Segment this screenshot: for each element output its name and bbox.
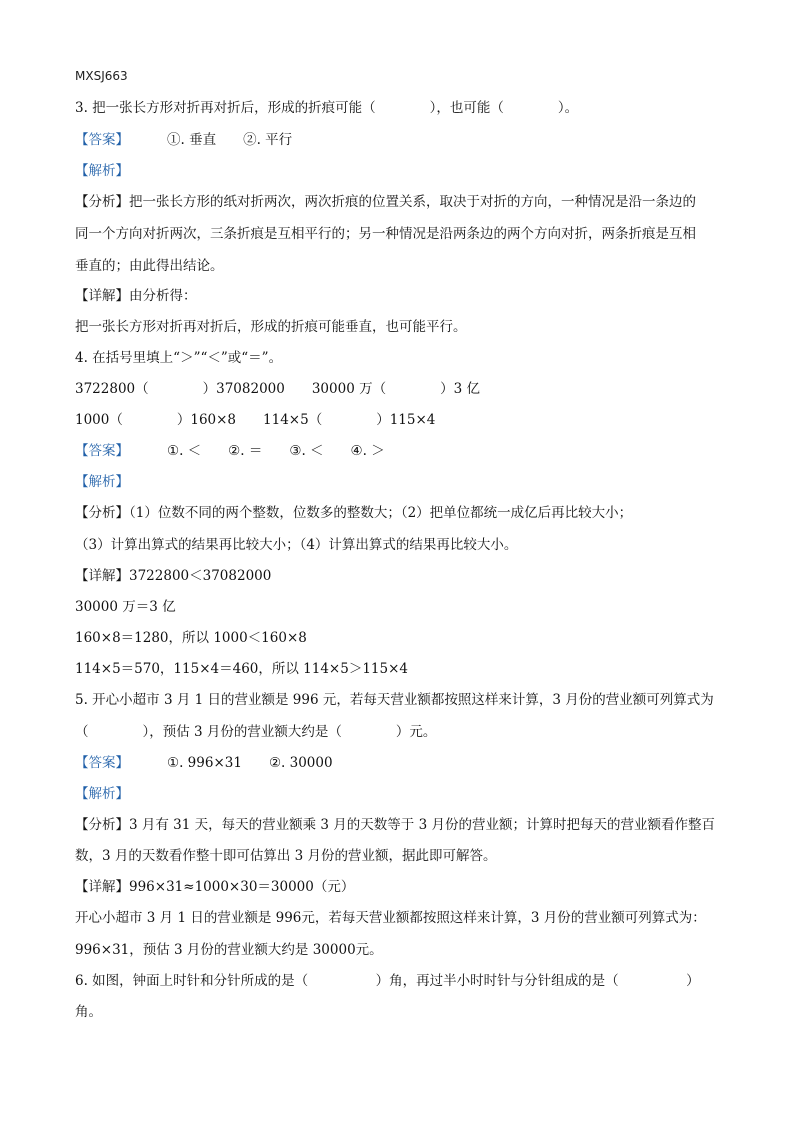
detail-tag: 【详解】 — [75, 879, 129, 895]
q3-answer-line — [75, 130, 735, 150]
q4-detail-2: 30000 万＝3 亿 — [75, 599, 176, 615]
q5-fenxi-2: 数，3 月的天数看作整十即可估算出 3 月份的营业额，据此即可解答。 — [75, 848, 497, 864]
q5-question-1: 5. 开心小超市 3 月 1 日的营业额是 996 元，若每天营业额都按照这样来计算，3 月份的营业额可列算式为 — [75, 692, 714, 708]
doc-code: MXSJ663 — [75, 69, 128, 83]
q4-fenxi-1: 【分析】（1）位数不同的两个整数，位数多的整数大；（2）把单位都统一成亿后再比较大小； — [75, 505, 633, 521]
q3-analysis-tag: 【解析】 — [75, 163, 129, 179]
q5-answer-line — [75, 753, 735, 773]
fenxi-tag: 【分析】 — [75, 194, 129, 210]
answer-tag: 【答案】 — [75, 755, 129, 771]
q3-fenxi-2: 同一个方向对折两次，三条折痕是互相平行的；另一种情况是沿两条边的两个方向对折，两条折痕是互相 — [75, 226, 696, 242]
q4-detail-4: 114×5＝570，115×4＝460，所以 114×5＞115×4 — [75, 661, 408, 677]
q4-answer-line — [75, 441, 735, 461]
q3-question: 3. 把一张长方形对折再对折后，形成的折痕可能（ ），也可能（ ）。 — [75, 100, 579, 116]
answer-tag: 【答案】 — [75, 132, 129, 148]
q4-row-2: 1000（ ）160×8 114×5（ ）115×4 — [75, 412, 436, 428]
fenxi-tag: 【分析】 — [75, 817, 129, 833]
q4-question: 4. 在括号里填上“＞”“＜”或“＝”。 — [75, 350, 283, 366]
q4-fenxi-2: （3）计算出算式的结果再比较大小；（4）计算出算式的结果再比较大小。 — [75, 537, 518, 553]
q5-detail-3: 996×31，预估 3 月份的营业额大约是 30000元。 — [75, 942, 383, 958]
q3-answer: ①. 垂直 ②. 平行 — [167, 132, 293, 148]
q4-answer: ①. ＜ ②. ＝ ③. ＜ ④. ＞ — [167, 443, 385, 459]
q5-question-2: （ ），预估 3 月份的营业额大约是（ ）元。 — [75, 724, 437, 740]
fenxi-tag: 【分析】 — [75, 505, 129, 521]
q6-question-1: 6. 如图，钟面上时针和分针所成的是（ ）角，再过半小时时针与分针组成的是（ ） — [75, 973, 700, 989]
q3-fenxi-1: 【分析】把一张长方形的纸对折两次，两次折痕的位置关系，取决于对折的方向，一种情况是沿一条边的 — [75, 194, 696, 210]
q4-analysis-tag: 【解析】 — [75, 474, 129, 490]
q4-row-1: 3722800（ ）37082000 30000 万（ ）3 亿 — [75, 381, 480, 397]
q5-fenxi-1: 【分析】3 月有 31 天，每天的营业额乘 3 月的天数等于 3 月份的营业额；计算时把每天的营业额看作整百 — [75, 817, 715, 833]
q5-detail-1: 【详解】996×31≈1000×30＝30000（元） — [75, 879, 355, 895]
q4-detail-3: 160×8＝1280，所以 1000＜160×8 — [75, 630, 307, 646]
q5-analysis-tag: 【解析】 — [75, 786, 129, 802]
detail-tag: 【详解】 — [75, 288, 129, 304]
answer-tag: 【答案】 — [75, 443, 129, 459]
q3-detail-1: 【详解】由分析得： — [75, 288, 197, 304]
q4-detail-1: 【详解】3722800＜37082000 — [75, 568, 272, 584]
detail-tag: 【详解】 — [75, 568, 129, 584]
q6-question-2: 角。 — [75, 1004, 102, 1020]
q3-detail-2: 把一张长方形对折再对折后，形成的折痕可能垂直，也可能平行。 — [75, 319, 467, 335]
q5-detail-2: 开心小超市 3 月 1 日的营业额是 996元，若每天营业额都按照这样来计算，3 月份的营业额可列算式为： — [75, 910, 706, 926]
q5-answer: ①. 996×31 ②. 30000 — [167, 755, 333, 771]
q3-fenxi-3: 垂直的；由此得出结论。 — [75, 258, 224, 274]
